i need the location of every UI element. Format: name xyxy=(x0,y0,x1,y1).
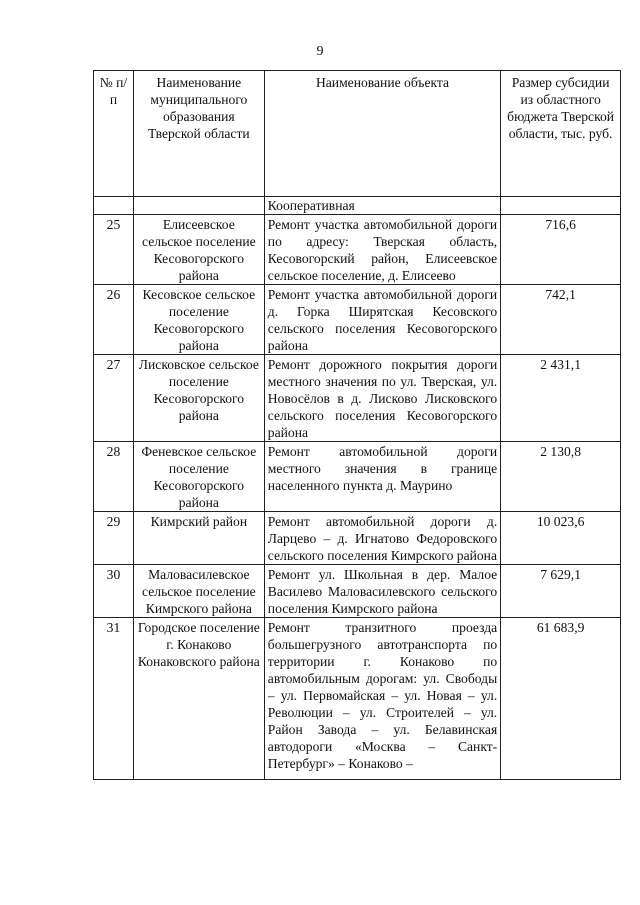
row-subsidy: 2 431,1 xyxy=(501,355,621,442)
row-num: 30 xyxy=(94,565,134,618)
table-row xyxy=(94,215,621,285)
row-municipality: Кимрский район xyxy=(133,512,264,565)
row-subsidy: 10 023,6 xyxy=(501,512,621,565)
row-subsidy: 742,1 xyxy=(501,285,621,355)
table-row xyxy=(94,512,621,565)
header-object: Наименование объекта xyxy=(264,71,500,197)
row-num: 28 xyxy=(94,442,134,512)
continuation-object: Кооперативная xyxy=(264,197,500,215)
row-municipality: Городское поселение г. Конаково Конаковского района xyxy=(133,618,264,780)
continuation-subsidy xyxy=(501,197,621,215)
row-num: 27 xyxy=(94,355,134,442)
row-municipality: Маловасилевское сельское поселение Кимрского района xyxy=(133,565,264,618)
table-header-row xyxy=(94,71,621,197)
row-object-text: Ремонт транзитного проезда большегрузного автотранспорта по территории г. Конаково по автомобильным дорогам: ул. Свободы – ул. Первомайская – ул. Новая – ул. Революции – ул. Строителей – ул. Район Завода – ул. Белавинская автодороги «Москва – Санкт-Петербург» – Конаково – xyxy=(267,620,498,771)
row-subsidy: 61 683,9 xyxy=(501,618,621,780)
header-num: № п/п xyxy=(94,71,134,197)
header-municipality: Наименование муниципального образования Тверской области xyxy=(133,71,264,197)
row-municipality: Феневское сельское поселение Кесовогорского района xyxy=(133,442,264,512)
row-object: Ремонт ул. Школьная в дер. Малое Василево Маловасилевского сельского поселения Кимрского района xyxy=(264,565,500,618)
row-subsidy: 7 629,1 xyxy=(501,565,621,618)
header-subsidy: Размер субсидии из областного бюджета Тверской области, тыс. руб. xyxy=(501,71,621,197)
table-row xyxy=(94,565,621,618)
row-municipality: Елисеевское сельское поселение Кесовогорского района xyxy=(133,215,264,285)
row-num: 26 xyxy=(94,285,134,355)
page-number: 9 xyxy=(316,44,324,59)
subsidy-table xyxy=(93,70,621,780)
row-num: 31 xyxy=(94,618,134,780)
table-row xyxy=(94,618,621,780)
continuation-row xyxy=(94,197,621,215)
row-object xyxy=(264,618,500,780)
row-object: Ремонт автомобильной дороги местного значения в границе населенного пункта д. Маурино xyxy=(264,442,500,512)
table-row xyxy=(94,442,621,512)
row-num: 29 xyxy=(94,512,134,565)
row-subsidy: 2 130,8 xyxy=(501,442,621,512)
row-municipality: Лисковское сельское поселение Кесовогорского района xyxy=(133,355,264,442)
row-object: Ремонт участка автомобильной дороги д. Горка Ширятская Кесовского сельского поселения Кесовогорского района xyxy=(264,285,500,355)
continuation-municipality xyxy=(133,197,264,215)
row-num: 25 xyxy=(94,215,134,285)
table-row xyxy=(94,285,621,355)
row-subsidy: 716,6 xyxy=(501,215,621,285)
row-object: Ремонт автомобильной дороги д. Ларцево – д. Игнатово Федоровского сельского поселения Кимрского района xyxy=(264,512,500,565)
table-row xyxy=(94,355,621,442)
row-object: Ремонт дорожного покрытия дороги местного значения по ул. Тверская, ул. Новосёлов в д. Лисково Лисковского сельского поселения Кесовогорского района xyxy=(264,355,500,442)
row-object: Ремонт участка автомобильной дороги по адресу: Тверская область, Кесовогорский район, Елисеевское сельское поселение, д. Елисеево xyxy=(264,215,500,285)
continuation-num xyxy=(94,197,134,215)
row-municipality: Кесовское сельское поселение Кесовогорского района xyxy=(133,285,264,355)
